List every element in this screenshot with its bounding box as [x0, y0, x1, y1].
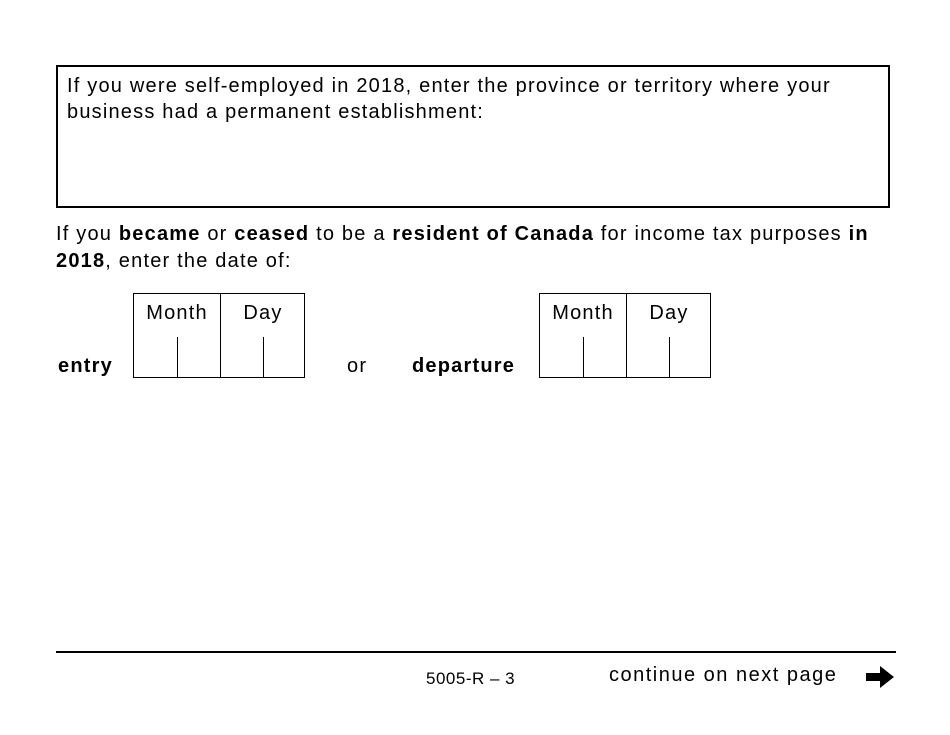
- self-employment-box: [56, 65, 890, 208]
- continue-link[interactable]: continue on next page: [609, 664, 838, 686]
- residency-bold: resident of Canada: [392, 223, 595, 245]
- departure-label: departure: [412, 355, 516, 377]
- self-employment-prompt: If you were self-employed in 2018, enter the province or territory where your business had a permanent establishment:: [67, 75, 831, 123]
- residency-bold: in 2018: [56, 223, 869, 272]
- entry-label: entry: [58, 355, 113, 377]
- or-label: or: [347, 355, 368, 377]
- entry-day-digit-1[interactable]: [221, 337, 267, 379]
- residency-text: If you: [56, 223, 119, 245]
- page-number: 5005-R – 3: [426, 669, 516, 688]
- departure-day-digit-2[interactable]: [670, 337, 716, 379]
- residency-bold: became: [118, 223, 201, 245]
- entry-month-digit-2[interactable]: [178, 337, 224, 379]
- entry-day-header: Day: [243, 302, 283, 324]
- entry-month-header: Month: [146, 302, 208, 324]
- departure-month-digit-2[interactable]: [584, 337, 630, 379]
- province-territory-input[interactable]: [64, 129, 882, 200]
- right-arrow-icon[interactable]: [865, 664, 895, 690]
- entry-month-digit-1[interactable]: [135, 337, 181, 379]
- residency-text: or: [200, 223, 235, 245]
- entry-date-box: [133, 293, 305, 378]
- departure-month-digit-1[interactable]: [541, 337, 587, 379]
- residency-text: for income tax purposes: [594, 223, 849, 245]
- departure-month-header: Month: [552, 302, 614, 324]
- residency-instruction: [56, 221, 896, 275]
- entry-day-digit-2[interactable]: [264, 337, 310, 379]
- residency-bold: ceased: [234, 223, 310, 245]
- footer-rule: [56, 651, 896, 653]
- residency-text: to be a: [309, 223, 393, 245]
- residency-text: , enter the date of:: [105, 250, 292, 272]
- departure-date-box: [539, 293, 711, 378]
- departure-day-header: Day: [649, 302, 689, 324]
- departure-day-digit-1[interactable]: [627, 337, 673, 379]
